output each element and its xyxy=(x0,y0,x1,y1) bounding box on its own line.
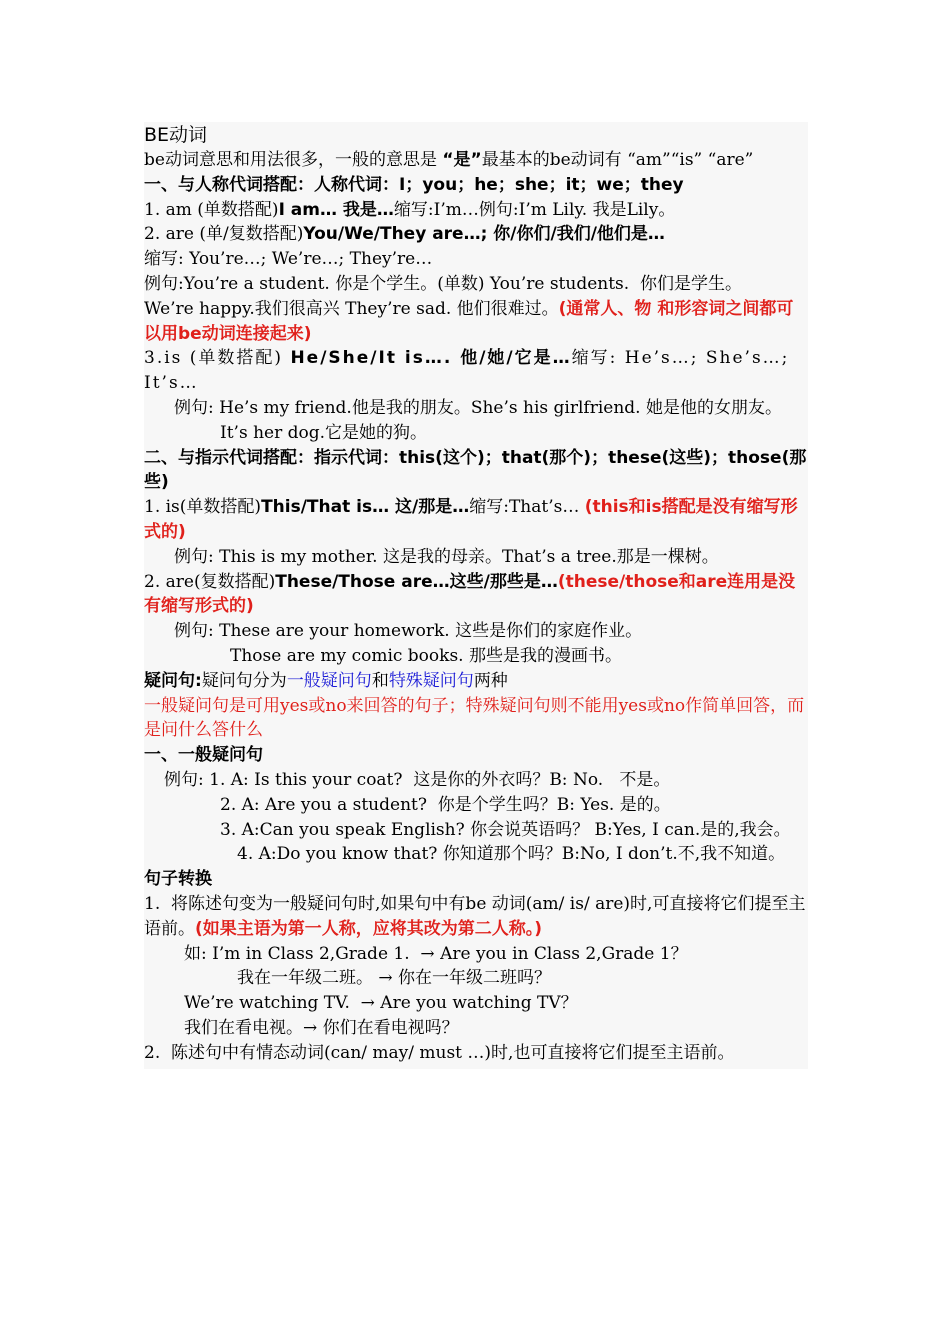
intro-part: be动词意思和用法很多，一般的意思是 xyxy=(144,150,443,170)
gq-example: 3. A:Can you speak English? 你会说英语吗？ B:Yes, I can.是的,我会。 xyxy=(220,819,791,840)
s2-bold: This/That is… 这/那是… xyxy=(261,497,470,518)
s2-text: 缩写:That’s… xyxy=(469,497,585,518)
s2-bold: These/Those are…这些/那些是… xyxy=(275,571,558,592)
transform-example: We’re watching TV. → Are you watching TV？ xyxy=(184,993,578,1014)
s2-text: 1. is(单数搭配) xyxy=(144,497,262,518)
gq-example: 例句: 1. A: Is this your coat? 这是你的外衣吗？B: No. 不是。 xyxy=(164,769,671,790)
s1-line xyxy=(144,346,808,396)
s1-line: 缩写: You’re…; We’re…; They’re… xyxy=(144,249,433,270)
t-text: 1. 将陈述句变为一般疑问句时,如果句中有be 动词(am/ is/ are)时,可直接将它们提至主语前。 xyxy=(144,893,806,939)
general-question-heading: 一、一般疑问句 xyxy=(144,745,263,766)
s1-text: 3.is (单数搭配) xyxy=(144,348,291,369)
transform-rule xyxy=(144,892,808,942)
gq-example: 4. A:Do you know that? 你知道那个吗？B:No, I don’t.不,我不知道。 xyxy=(237,844,786,865)
doc-title: BE动词 xyxy=(144,124,208,146)
q-highlight: 一般疑问句 xyxy=(286,670,372,691)
intro-emphasis: “是” xyxy=(442,150,482,170)
s2-text: 2. are(复数搭配) xyxy=(144,571,276,592)
s1-text: We’re happy.我们很高兴 They’re sad. 他们很难过。 xyxy=(144,298,559,319)
section2-heading: 二、与指示代词搭配：指示代词：this(这个)；that(那个)；these(这些)；those(那些) xyxy=(144,447,807,493)
q-text: 疑问句分为 xyxy=(201,670,287,691)
s1-bold: I am… 我是… xyxy=(278,199,394,220)
intro-text xyxy=(144,148,808,173)
s2-example: 例句: This is my mother. 这是我的母亲。That’s a tree.那是一棵树。 xyxy=(174,546,719,567)
s1-example: It’s her dog.它是她的狗。 xyxy=(220,422,428,443)
s1-bold: You/We/They are…; 你/你们/我们/他们是… xyxy=(303,224,665,245)
gq-example: 2. A: Are you a student? 你是个学生吗？B: Yes. 是的。 xyxy=(220,794,671,815)
s1-bold: He/She/It is…. 他/她/它是… xyxy=(290,348,572,369)
s1-line xyxy=(144,198,808,223)
q-text: 和 xyxy=(371,670,389,691)
q-text: 两种 xyxy=(473,670,508,691)
question-note: 一般疑问句是可用yes或no来回答的句子；特殊疑问句则不能用yes或no作简单回答，而是问什么答什么 xyxy=(144,695,805,741)
question-intro xyxy=(144,669,808,694)
s2-note: (these/those和are连用是没有缩写形式的) xyxy=(144,571,796,617)
s1-line xyxy=(144,297,808,347)
s1-line: 例句:You’re a student. 你是个学生。(单数) You’re students. 你们是学生。 xyxy=(144,273,742,294)
s2-example: 例句: These are your homework. 这些是你们的家庭作业。 xyxy=(174,621,643,642)
s1-text: 1. am (单数搭配) xyxy=(144,199,279,220)
s1-example: 例句: He’s my friend.他是我的朋友。She’s his girlfriend. 她是他的女朋友。 xyxy=(174,397,782,418)
s1-line xyxy=(144,222,808,247)
s2-line xyxy=(144,495,808,545)
s1-note: (通常人、物 和形容词之间都可以用be动词连接起来) xyxy=(144,298,794,344)
s1-text: 缩写:I’m…例句:I’m Lily. 我是Lily。 xyxy=(393,199,676,220)
transform-heading: 句子转换 xyxy=(144,869,212,890)
transform-rule: 2. 陈述句中有情态动词(can/ may/ must …)时,也可直接将它们提至主语前。 xyxy=(144,1042,735,1063)
section1-heading: 一、与人称代词搭配：人称代词：I；you；he；she；it；we；they xyxy=(144,174,684,195)
document-body xyxy=(144,122,808,1069)
s2-example: Those are my comic books. 那些是我的漫画书。 xyxy=(230,645,622,666)
s1-text: 2. are (单/复数搭配) xyxy=(144,224,304,245)
question-label: 疑问句: xyxy=(144,670,202,691)
q-highlight: 特殊疑问句 xyxy=(388,670,474,691)
transform-example: 我在一年级二班。 → 你在一年级二班吗？ xyxy=(237,968,552,989)
transform-example: 我们在看电视。→ 你们在看电视吗？ xyxy=(184,1017,459,1038)
s2-note: (this和is搭配是没有缩写形式的) xyxy=(144,497,798,542)
s2-line xyxy=(144,570,808,620)
t-note: (如果主语为第一人称，应将其改为第二人称。) xyxy=(195,918,543,939)
intro-part: 最基本的be动词有 “am”“is” “are” xyxy=(481,150,754,170)
document-page xyxy=(144,122,808,1069)
transform-example: 如: I’m in Class 2,Grade 1. → Are you in Class 2,Grade 1？ xyxy=(184,943,688,964)
s1-text: 缩写: He’s…; She’s…; It’s… xyxy=(144,348,797,394)
